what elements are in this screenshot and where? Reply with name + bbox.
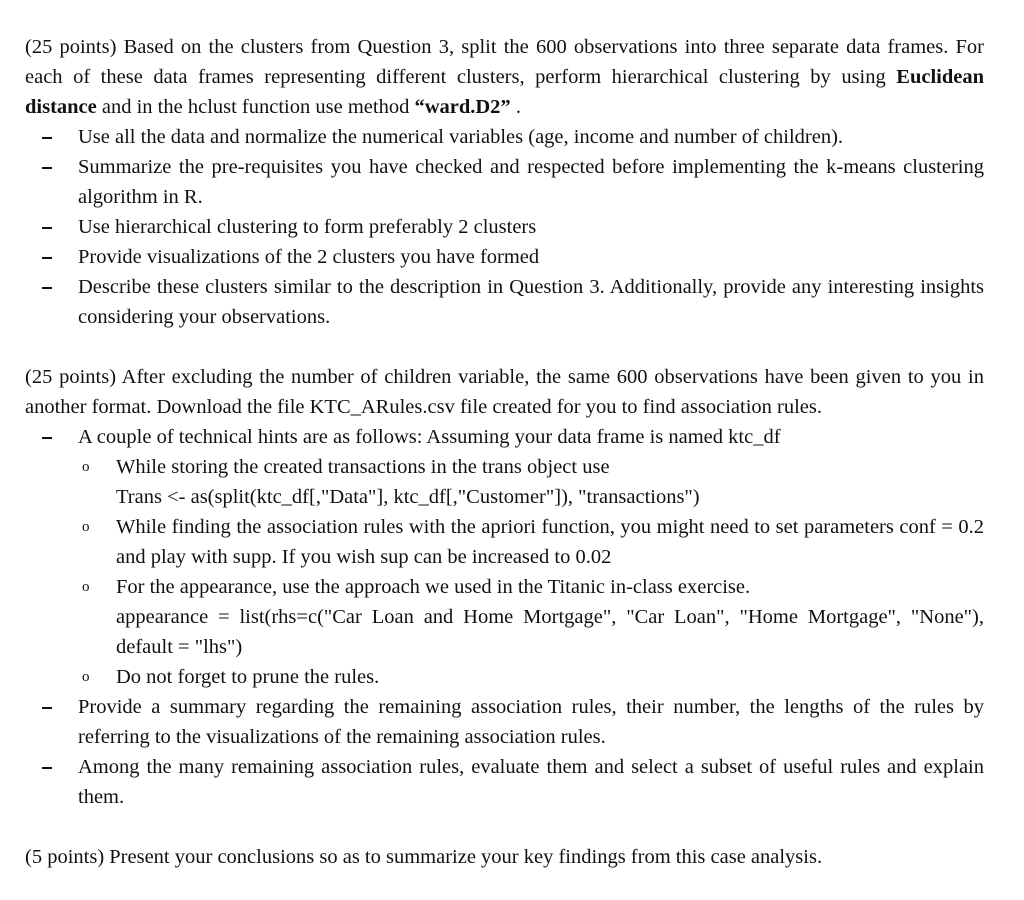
spacer (25, 332, 984, 362)
section2-hint-intro: A couple of technical hints are as follows: Assuming your data frame is named ktc_df (78, 426, 781, 448)
code-line-trans: Trans <- as(split(ktc_df[,"Data"], ktc_df[,"Customer"]), "transactions") (116, 486, 700, 508)
circle-bullet-icon: o (82, 669, 90, 685)
section1-item: Use all the data and normalize the numerical variables (age, income and number of children). (78, 126, 844, 148)
code-line-appearance: appearance = list(rhs=c("Car Loan and Home Mortgage", "Car Loan", "Home Mortgage", "None"), default = "lhs") (116, 606, 984, 658)
section1-item: Summarize the pre-requisites you have checked and respected before implementing the k-means clustering algorithm in R. (78, 156, 984, 208)
section2-item: Among the many remaining association rules, evaluate them and select a subset of useful rules and explain them. (78, 756, 984, 808)
spacer (25, 812, 984, 842)
circle-bullet-icon: o (82, 519, 90, 535)
section1-item: Provide visualizations of the 2 clusters you have formed (78, 246, 540, 268)
section2-intro: (25 points) After excluding the number of children variable, the same 600 observations have been given to you in another format. Download the file KTC_ARules.csv file created for you to find association rules. (25, 366, 984, 418)
section1-intro: (25 points) Based on the clusters from Question 3, split the 600 observations into three separate data frames. For each of these data frames representing different clusters, perform hierarchical clustering by using Euclidean distance and in the hclust function use method “ward.D2” . (25, 36, 984, 118)
section3-text: (5 points) Present your conclusions so as to summarize your key findings from this case analysis. (25, 846, 823, 868)
hint-item: o For the appearance, use the approach we used in the Titanic in-class exercise. appearance = list(rhs=c("Car Loan and Home Mortgage", "Car Loan", "Home Mortgage", "None"), default = "lhs") (25, 572, 984, 662)
section1-item: Describe these clusters similar to the description in Question 3. Additionally, provide any interesting insights considering your observations. (78, 276, 984, 328)
circle-bullet-icon: o (82, 459, 90, 475)
hint-item: o While finding the association rules with the apriori function, you might need to set parameters conf = 0.2 and play with supp. If you wish sup can be increased to 0.02 (25, 512, 984, 572)
circle-bullet-icon: o (82, 579, 90, 595)
section1-item: Use hierarchical clustering to form preferably 2 clusters (78, 216, 537, 238)
hint-item: o Do not forget to prune the rules. (25, 662, 984, 692)
ward-d2-bold: “ward.D2” (414, 96, 511, 118)
section2-item: Provide a summary regarding the remaining association rules, their number, the lengths of the rules by referring to the visualizations of the remaining association rules. (78, 696, 984, 748)
hint-item: o While storing the created transactions in the trans object use Trans <- as(split(ktc_df[,"Data"], ktc_df[,"Customer"]), "transactions") (25, 452, 984, 512)
euclidean-distance-bold: Euclidean distance (25, 66, 984, 118)
